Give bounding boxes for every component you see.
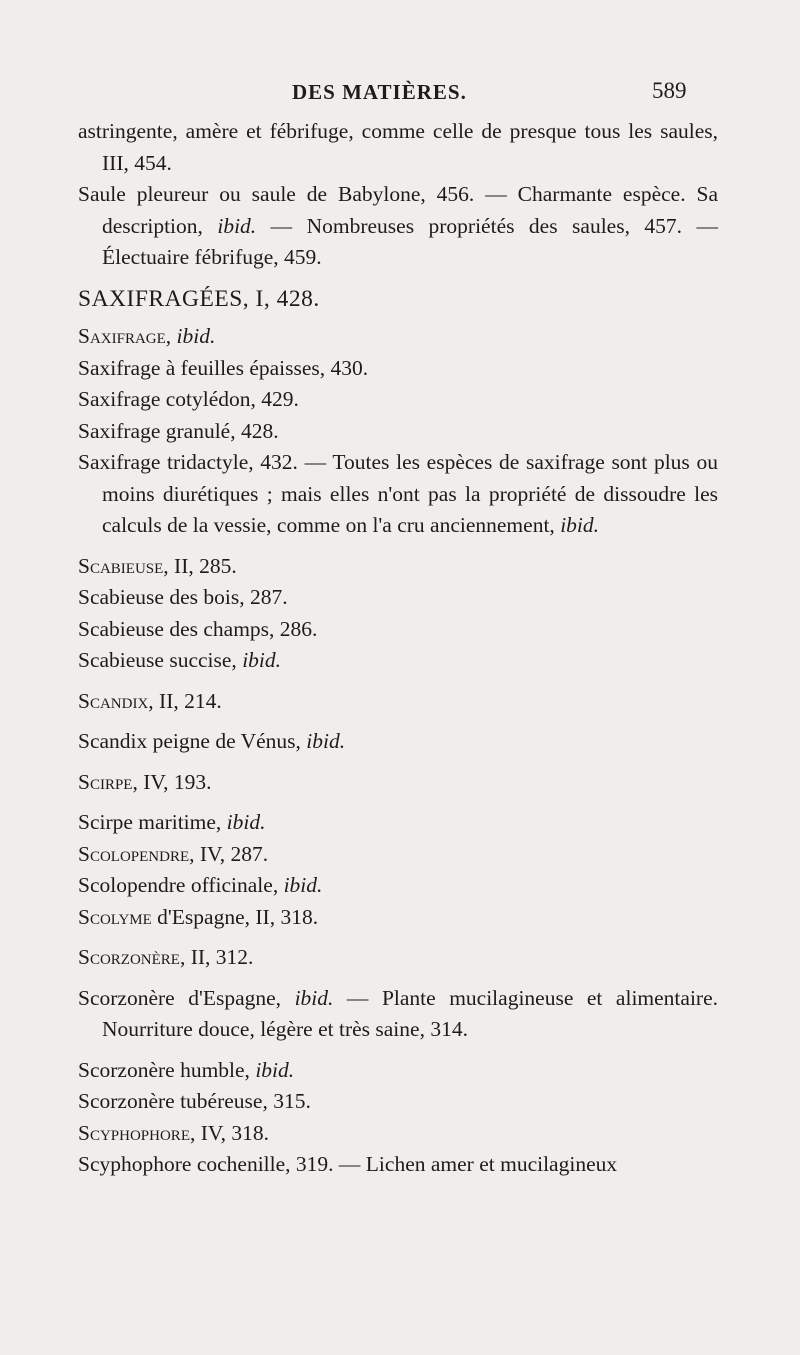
index-entry: Saule pleureur ou saule de Babylone, 456. — Charmante espèce. Sa description, ibid. — Nombreuses propriétés des saules, 457. — Électuaire fébrifuge, 459. bbox=[78, 182, 718, 269]
index-entry: Scandix peigne de Vénus, ibid. bbox=[78, 729, 346, 753]
index-entry: Scabieuse, II, 285. bbox=[78, 553, 237, 578]
index-entry: Scabieuse succise, ibid. bbox=[78, 648, 282, 672]
index-entry: Saxifrage à feuilles épaisses, 430. bbox=[78, 355, 369, 380]
index-entry: Scyphophore cochenille, 319. — Lichen amer et mucilagineux bbox=[78, 1152, 618, 1176]
index-column bbox=[78, 116, 718, 1181]
page-header bbox=[0, 80, 800, 112]
index-entry: Scandix, II, 214. bbox=[78, 688, 222, 713]
family-heading: SAXIFRAGÉES, I, 428. bbox=[78, 285, 320, 312]
index-entry: Scabieuse des bois, 287. bbox=[78, 585, 288, 609]
index-entry: astringente, amère et fébrifuge, comme celle de presque tous les saules, III, 454. bbox=[78, 119, 718, 175]
index-entry: Scolyme d'Espagne, II, 318. bbox=[78, 904, 319, 929]
index-entry: Scorzonère d'Espagne, ibid. — Plante mucilagineuse et alimentaire. Nourriture douce, légère et très saine, 314. bbox=[78, 985, 718, 1041]
index-entry: Scorzonère, II, 312. bbox=[78, 945, 254, 969]
index-entry: Scolopendre officinale, ibid. bbox=[78, 873, 323, 897]
index-entry: Scolopendre, IV, 287. bbox=[78, 841, 269, 866]
page-number: 589 bbox=[652, 78, 687, 103]
index-entry: Saxifrage tridactyle, 432. — Toutes les espèces de saxifrage sont plus ou moins diurétiques ; mais elles n'ont pas la propriété de dissoudre les calculs de la vessie, comme on l'a cru anciennement, ibid. bbox=[78, 450, 718, 537]
index-entry: Saxifrage granulé, 428. bbox=[78, 418, 279, 443]
index-entry: Scorzonère humble, ibid. bbox=[78, 1057, 295, 1082]
index-entry: Saxifrage cotylédon, 429. bbox=[78, 387, 299, 411]
index-entry: Scirpe, IV, 193. bbox=[78, 769, 212, 794]
index-entry: Saxifrage, ibid. bbox=[78, 324, 216, 348]
index-entry: Scyphophore, IV, 318. bbox=[78, 1120, 270, 1145]
index-entry: Scorzonère tubéreuse, 315. bbox=[78, 1089, 311, 1113]
index-entry: Scabieuse des champs, 286. bbox=[78, 616, 318, 641]
running-title: DES MATIÈRES. bbox=[292, 80, 467, 104]
index-entry: Scirpe maritime, ibid. bbox=[78, 810, 266, 834]
